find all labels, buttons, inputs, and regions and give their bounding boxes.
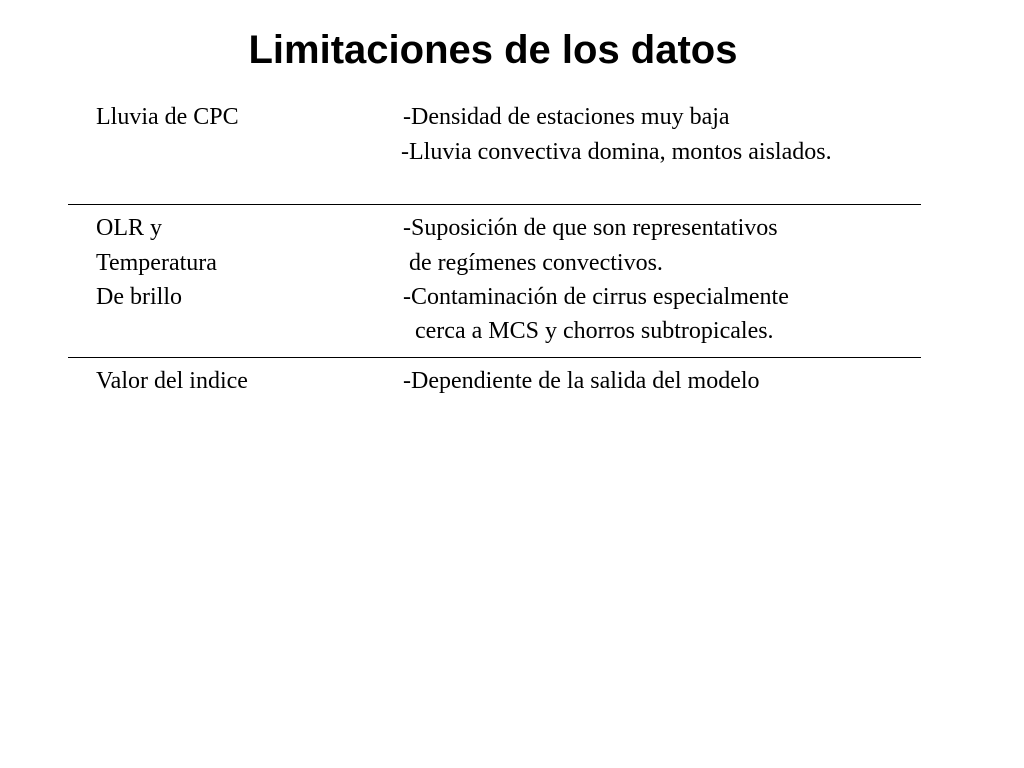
row-label-line: Temperatura <box>96 250 217 276</box>
row-divider <box>68 357 921 358</box>
row-label-line: OLR y <box>96 215 162 241</box>
row-note-line: -Lluvia convectiva domina, montos aislados. <box>401 139 832 165</box>
row-note-line: -Suposición de que son representativos <box>403 215 778 241</box>
row-divider <box>68 204 921 205</box>
row-note-line: -Densidad de estaciones muy baja <box>403 104 730 130</box>
row-label-line: Lluvia de CPC <box>96 104 239 130</box>
row-note-line: de regímenes convectivos. <box>403 250 663 276</box>
row-note-line: -Dependiente de la salida del modelo <box>403 368 760 394</box>
slide-title: Limitaciones de los datos <box>248 28 738 72</box>
row-note-line: cerca a MCS y chorros subtropicales. <box>403 318 774 344</box>
row-note-line: -Contaminación de cirrus especialmente <box>403 284 789 310</box>
row-label-line: Valor del indice <box>96 368 248 394</box>
row-label-line: De brillo <box>96 284 182 310</box>
